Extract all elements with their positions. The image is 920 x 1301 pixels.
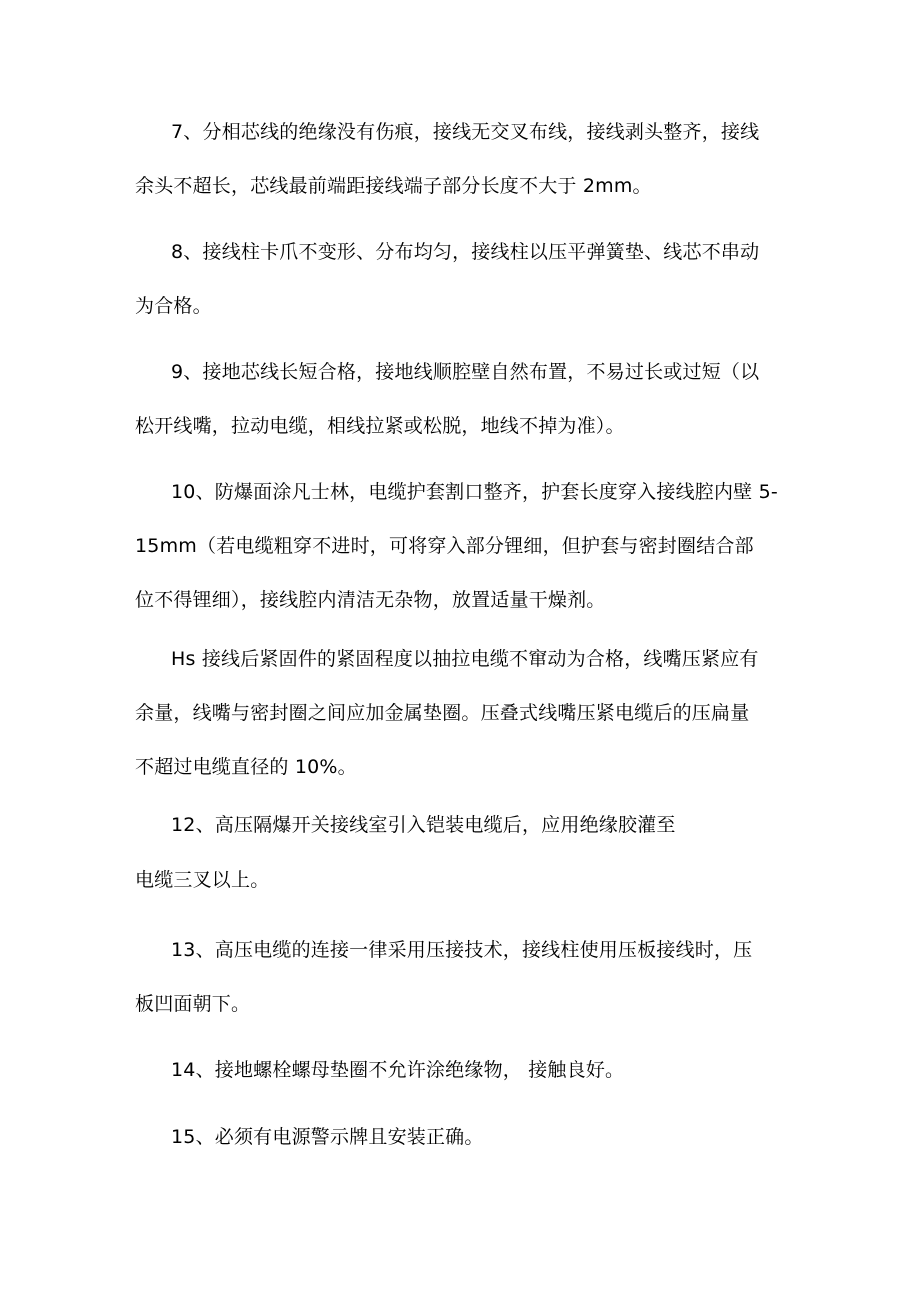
- text-line: 松开线嘴，拉动电缆，相线拉紧或松脱，地线不掉为准）。: [135, 415, 625, 437]
- text-line: 不超过电缆直径的 10%。: [135, 756, 357, 778]
- text-line: 余头不超长，芯线最前端距接线端子部分长度不大于 2mm。: [135, 175, 652, 197]
- paragraph-10: [135, 465, 785, 627]
- text-line: 位不得锂细），接线腔内清洁无杂物，放置适量干燥剂。: [135, 589, 606, 611]
- text-line: 电缆三叉以上。: [135, 869, 270, 891]
- text-line: 13、高压电缆的连接一律采用压接技术，接线柱使用压板接线时，压: [171, 939, 753, 961]
- text-line: 15mm（若电缆粗穿不进时，可将穿入部分锂细，但护套与密封圈结合部: [135, 535, 754, 557]
- paragraph-11: [135, 632, 785, 794]
- paragraph-9: [135, 345, 785, 453]
- paragraph-8: [135, 225, 785, 333]
- paragraph-14: [135, 1043, 785, 1097]
- text-line: 板凹面朝下。: [135, 993, 251, 1015]
- paragraph-12-continuation: [135, 853, 785, 907]
- text-line: Hs 接线后紧固件的紧固程度以抽拉电缆不窜动为合格，线嘴压紧应有: [171, 648, 759, 670]
- text-line: 9、接地芯线长短合格，接地线顺腔壁自然布置，不易过长或过短（以: [171, 361, 760, 383]
- text-line: 7、分相芯线的绝缘没有伤痕，接线无交叉布线，接线剥头整齐，接线: [171, 121, 760, 143]
- text-line: 10、防爆面涂凡士林，电缆护套割口整齐，护套长度穿入接线腔内壁 5-: [171, 481, 778, 503]
- text-line: 8、接线柱卡爪不变形、分布均匀，接线柱以压平弹簧垫、线芯不串动: [171, 241, 760, 263]
- text-line: 12、高压隔爆开关接线室引入铠装电缆后，应用绝缘胶灌至: [171, 814, 676, 836]
- paragraph-12: [135, 798, 785, 852]
- paragraph-13: [135, 923, 785, 1031]
- text-line: 15、必须有电源警示牌且安装正确。: [171, 1126, 484, 1148]
- paragraph-7: [135, 105, 785, 213]
- text-line: 14、接地螺栓螺母垫圈不允许涂绝缘物， 接触良好。: [171, 1059, 625, 1081]
- text-line: 余量，线嘴与密封圈之间应加金属垫圈。压叠式线嘴压紧电缆后的压扁量: [135, 702, 750, 724]
- paragraph-15: [135, 1110, 785, 1164]
- text-line: 为合格。: [135, 295, 212, 317]
